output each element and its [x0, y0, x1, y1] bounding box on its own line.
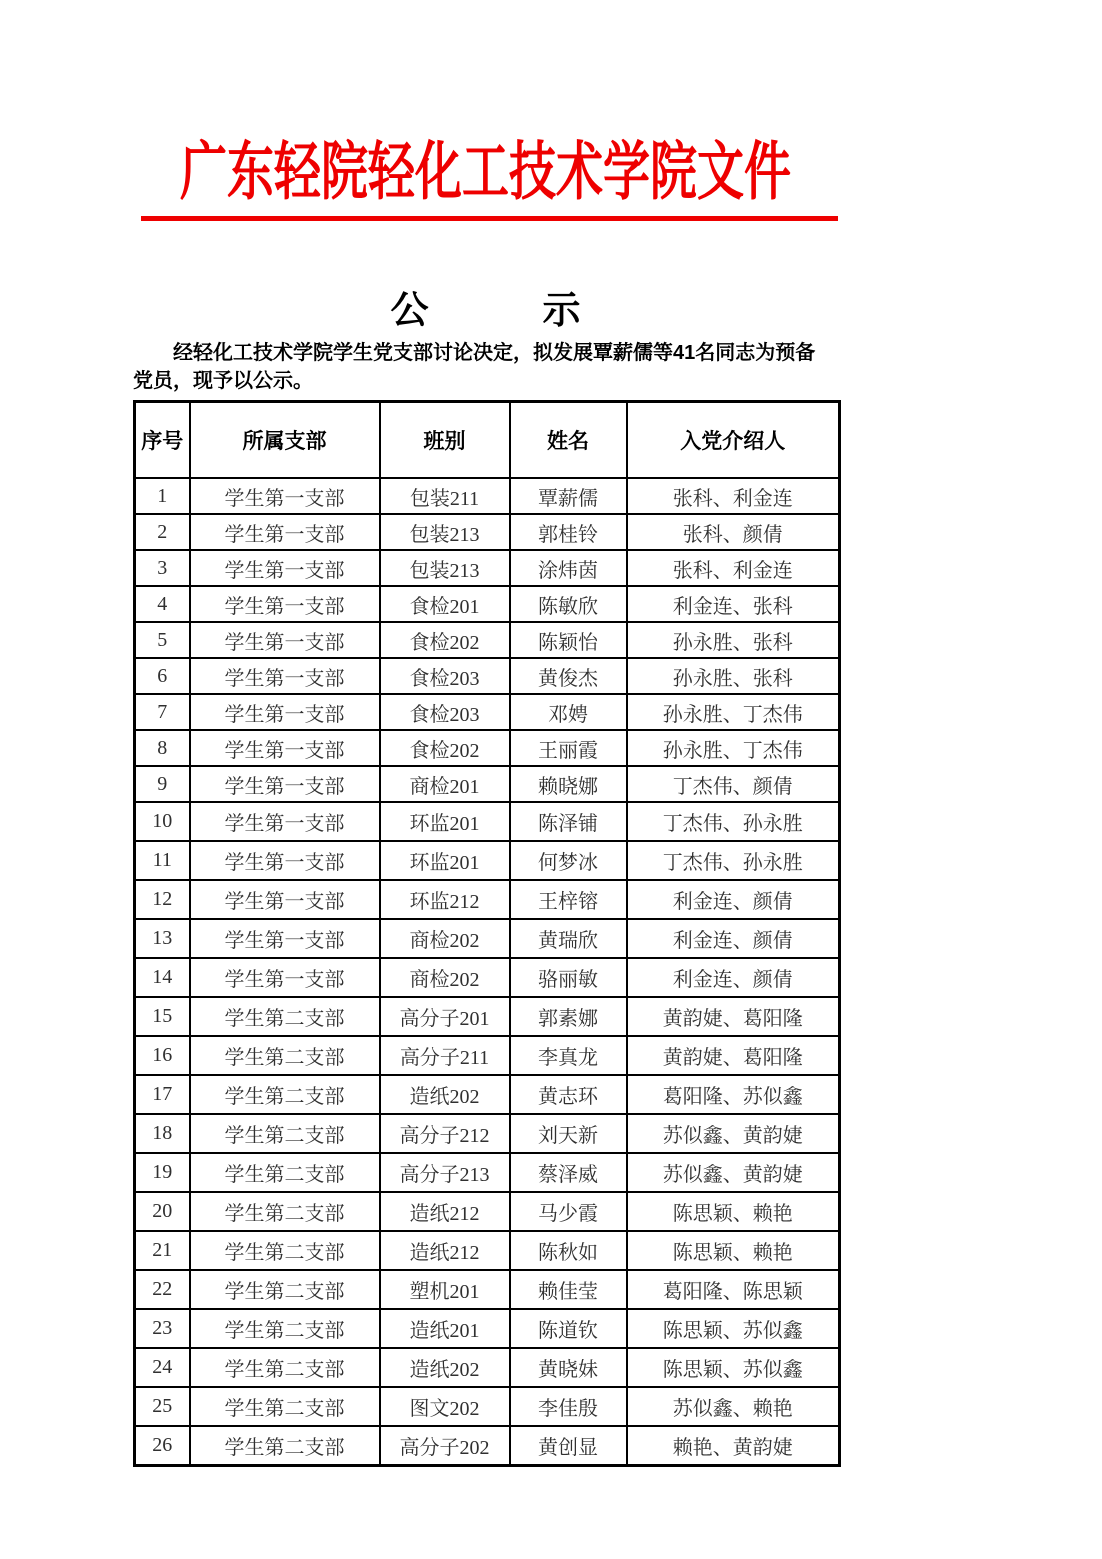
table-cell: 何梦冰: [510, 841, 627, 880]
table-cell: 苏似鑫、赖艳: [627, 1387, 840, 1426]
table-cell: 学生第二支部: [190, 1387, 380, 1426]
table-cell: 陈泽铺: [510, 802, 627, 841]
table-row: [135, 658, 840, 694]
table-cell: 学生第二支部: [190, 1270, 380, 1309]
table-cell: 学生第一支部: [190, 622, 380, 658]
table-cell: 5: [135, 622, 190, 658]
table-cell: 刘天新: [510, 1114, 627, 1153]
table-cell: 丁杰伟、孙永胜: [627, 841, 840, 880]
table-row: [135, 478, 840, 514]
table-cell: 马少霞: [510, 1192, 627, 1231]
table-cell: 23: [135, 1309, 190, 1348]
table-cell: 学生第一支部: [190, 880, 380, 919]
table-cell: 造纸202: [380, 1075, 510, 1114]
table-cell: 17: [135, 1075, 190, 1114]
table-cell: 包装211: [380, 478, 510, 514]
table-cell: 张科、利金连: [627, 478, 840, 514]
table-cell: 覃薪儒: [510, 478, 627, 514]
table-row: [135, 766, 840, 802]
column-header-name: 姓名: [510, 402, 627, 479]
announcement-table: [133, 400, 841, 1467]
table-cell: 商检202: [380, 958, 510, 997]
table-cell: 孙永胜、张科: [627, 622, 840, 658]
intro-paragraph: 经轻化工技术学院学生党支部讨论决定，拟发展覃薪儒等41名同志为预备党员，现予以公示。: [133, 342, 816, 392]
table-cell: 郭桂铃: [510, 514, 627, 550]
table-cell: 学生第二支部: [190, 1426, 380, 1465]
table-cell: 学生第二支部: [190, 1075, 380, 1114]
table-cell: 8: [135, 730, 190, 766]
table-row: [135, 1348, 840, 1387]
table-cell: 葛阳隆、陈思颖: [627, 1270, 840, 1309]
table-cell: 陈思颖、赖艳: [627, 1192, 840, 1231]
table-cell: 利金连、颜倩: [627, 880, 840, 919]
table-row: [135, 550, 840, 586]
table-cell: 包装213: [380, 514, 510, 550]
table-cell: 学生第一支部: [190, 958, 380, 997]
table-cell: 学生第二支部: [190, 1153, 380, 1192]
table-cell: 高分子213: [380, 1153, 510, 1192]
table-cell: 黄韵婕、葛阳隆: [627, 1036, 840, 1075]
table-cell: 王梓镕: [510, 880, 627, 919]
table-cell: 造纸212: [380, 1192, 510, 1231]
table-cell: 陈思颖、赖艳: [627, 1231, 840, 1270]
table-cell: 食检203: [380, 694, 510, 730]
table-cell: 高分子211: [380, 1036, 510, 1075]
table-cell: 学生第二支部: [190, 1036, 380, 1075]
table-cell: 黄俊杰: [510, 658, 627, 694]
table-row: [135, 1426, 840, 1465]
table-row: [135, 1387, 840, 1426]
table-cell: 高分子202: [380, 1426, 510, 1465]
table-cell: 涂炜茵: [510, 550, 627, 586]
table-cell: 郭素娜: [510, 997, 627, 1036]
table-cell: 学生第一支部: [190, 478, 380, 514]
letterhead-title: 广东轻院轻化工技术学院文件: [180, 138, 791, 209]
table-cell: 学生第一支部: [190, 694, 380, 730]
table-cell: 黄韵婕、葛阳隆: [627, 997, 840, 1036]
table-cell: 陈思颖、苏似鑫: [627, 1309, 840, 1348]
table-cell: 陈颖怡: [510, 622, 627, 658]
table-cell: 蔡泽威: [510, 1153, 627, 1192]
table-cell: 利金连、张科: [627, 586, 840, 622]
table-cell: 食检203: [380, 658, 510, 694]
table-cell: 商检201: [380, 766, 510, 802]
red-divider-line: [141, 216, 838, 221]
table-cell: 25: [135, 1387, 190, 1426]
table-cell: 学生第一支部: [190, 514, 380, 550]
table-cell: 6: [135, 658, 190, 694]
column-header-class: 班别: [380, 402, 510, 479]
table-cell: 21: [135, 1231, 190, 1270]
table-cell: 学生第二支部: [190, 1348, 380, 1387]
table-cell: 图文202: [380, 1387, 510, 1426]
table-row: [135, 1036, 840, 1075]
table-cell: 学生第二支部: [190, 1192, 380, 1231]
table-cell: 陈秋如: [510, 1231, 627, 1270]
table-cell: 26: [135, 1426, 190, 1465]
table-cell: 学生第一支部: [190, 841, 380, 880]
table-cell: 24: [135, 1348, 190, 1387]
table-cell: 黄创显: [510, 1426, 627, 1465]
table-cell: 李佳殷: [510, 1387, 627, 1426]
table-cell: 2: [135, 514, 190, 550]
table-row: [135, 514, 840, 550]
table-cell: 学生第二支部: [190, 997, 380, 1036]
table-cell: 学生第一支部: [190, 802, 380, 841]
table-header-row: [135, 402, 840, 479]
table-cell: 王丽霞: [510, 730, 627, 766]
table-cell: 高分子201: [380, 997, 510, 1036]
table-cell: 陈思颖、苏似鑫: [627, 1348, 840, 1387]
table-cell: 黄瑞欣: [510, 919, 627, 958]
table-cell: 黄晓妹: [510, 1348, 627, 1387]
table-cell: 利金连、颜倩: [627, 958, 840, 997]
table-row: [135, 880, 840, 919]
table-cell: 16: [135, 1036, 190, 1075]
table-cell: 19: [135, 1153, 190, 1192]
doc-title: 公 示: [390, 290, 581, 332]
table-row: [135, 919, 840, 958]
table-cell: 孙永胜、丁杰伟: [627, 730, 840, 766]
table-cell: 10: [135, 802, 190, 841]
table-row: [135, 1192, 840, 1231]
table-cell: 22: [135, 1270, 190, 1309]
table-cell: 食检202: [380, 622, 510, 658]
table-row: [135, 958, 840, 997]
table-cell: 学生第二支部: [190, 1309, 380, 1348]
table-cell: 孙永胜、丁杰伟: [627, 694, 840, 730]
table-cell: 学生第二支部: [190, 1231, 380, 1270]
table-row: [135, 1270, 840, 1309]
table-cell: 学生第一支部: [190, 658, 380, 694]
table-cell: 学生第一支部: [190, 586, 380, 622]
table-cell: 食检202: [380, 730, 510, 766]
table-row: [135, 1114, 840, 1153]
column-header-branch: 所属支部: [190, 402, 380, 479]
table-cell: 黄志环: [510, 1075, 627, 1114]
table-cell: 1: [135, 478, 190, 514]
table-row: [135, 1309, 840, 1348]
table-cell: 高分子212: [380, 1114, 510, 1153]
table-cell: 苏似鑫、黄韵婕: [627, 1153, 840, 1192]
table-cell: 商检202: [380, 919, 510, 958]
table-cell: 赖佳莹: [510, 1270, 627, 1309]
table-cell: 骆丽敏: [510, 958, 627, 997]
table-cell: 塑机201: [380, 1270, 510, 1309]
table-cell: 9: [135, 766, 190, 802]
table-cell: 环监201: [380, 802, 510, 841]
table-cell: 张科、利金连: [627, 550, 840, 586]
table-cell: 14: [135, 958, 190, 997]
table-cell: 苏似鑫、黄韵婕: [627, 1114, 840, 1153]
table-row: [135, 586, 840, 622]
table-cell: 陈敏欣: [510, 586, 627, 622]
table-cell: 赖艳、黄韵婕: [627, 1426, 840, 1465]
table-cell: 丁杰伟、孙永胜: [627, 802, 840, 841]
table-row: [135, 622, 840, 658]
table-cell: 丁杰伟、颜倩: [627, 766, 840, 802]
table-cell: 学生第一支部: [190, 919, 380, 958]
table-cell: 包装213: [380, 550, 510, 586]
table-cell: 学生第二支部: [190, 1114, 380, 1153]
table-cell: 7: [135, 694, 190, 730]
table-row: [135, 841, 840, 880]
table-cell: 环监212: [380, 880, 510, 919]
table-row: [135, 1075, 840, 1114]
column-header-index: 序号: [135, 402, 190, 479]
table-cell: 4: [135, 586, 190, 622]
table-cell: 赖晓娜: [510, 766, 627, 802]
table-cell: 学生第一支部: [190, 766, 380, 802]
table-cell: 孙永胜、张科: [627, 658, 840, 694]
table-cell: 食检201: [380, 586, 510, 622]
table-cell: 学生第一支部: [190, 730, 380, 766]
table-cell: 陈道钦: [510, 1309, 627, 1348]
table-cell: 造纸202: [380, 1348, 510, 1387]
table-row: [135, 1153, 840, 1192]
table-cell: 造纸201: [380, 1309, 510, 1348]
table-row: [135, 694, 840, 730]
table-cell: 学生第一支部: [190, 550, 380, 586]
table-cell: 13: [135, 919, 190, 958]
table-cell: 20: [135, 1192, 190, 1231]
table-cell: 12: [135, 880, 190, 919]
table-row: [135, 730, 840, 766]
table-cell: 邓娉: [510, 694, 627, 730]
column-header-introducers: 入党介绍人: [627, 402, 840, 479]
table-row: [135, 1231, 840, 1270]
table-cell: 环监201: [380, 841, 510, 880]
table-row: [135, 802, 840, 841]
table-cell: 李真龙: [510, 1036, 627, 1075]
table-cell: 3: [135, 550, 190, 586]
table-cell: 利金连、颜倩: [627, 919, 840, 958]
table-cell: 11: [135, 841, 190, 880]
table-cell: 葛阳隆、苏似鑫: [627, 1075, 840, 1114]
announcement-table-body: [135, 478, 840, 1465]
table-cell: 18: [135, 1114, 190, 1153]
table-cell: 张科、颜倩: [627, 514, 840, 550]
table-row: [135, 997, 840, 1036]
table-cell: 造纸212: [380, 1231, 510, 1270]
table-cell: 15: [135, 997, 190, 1036]
